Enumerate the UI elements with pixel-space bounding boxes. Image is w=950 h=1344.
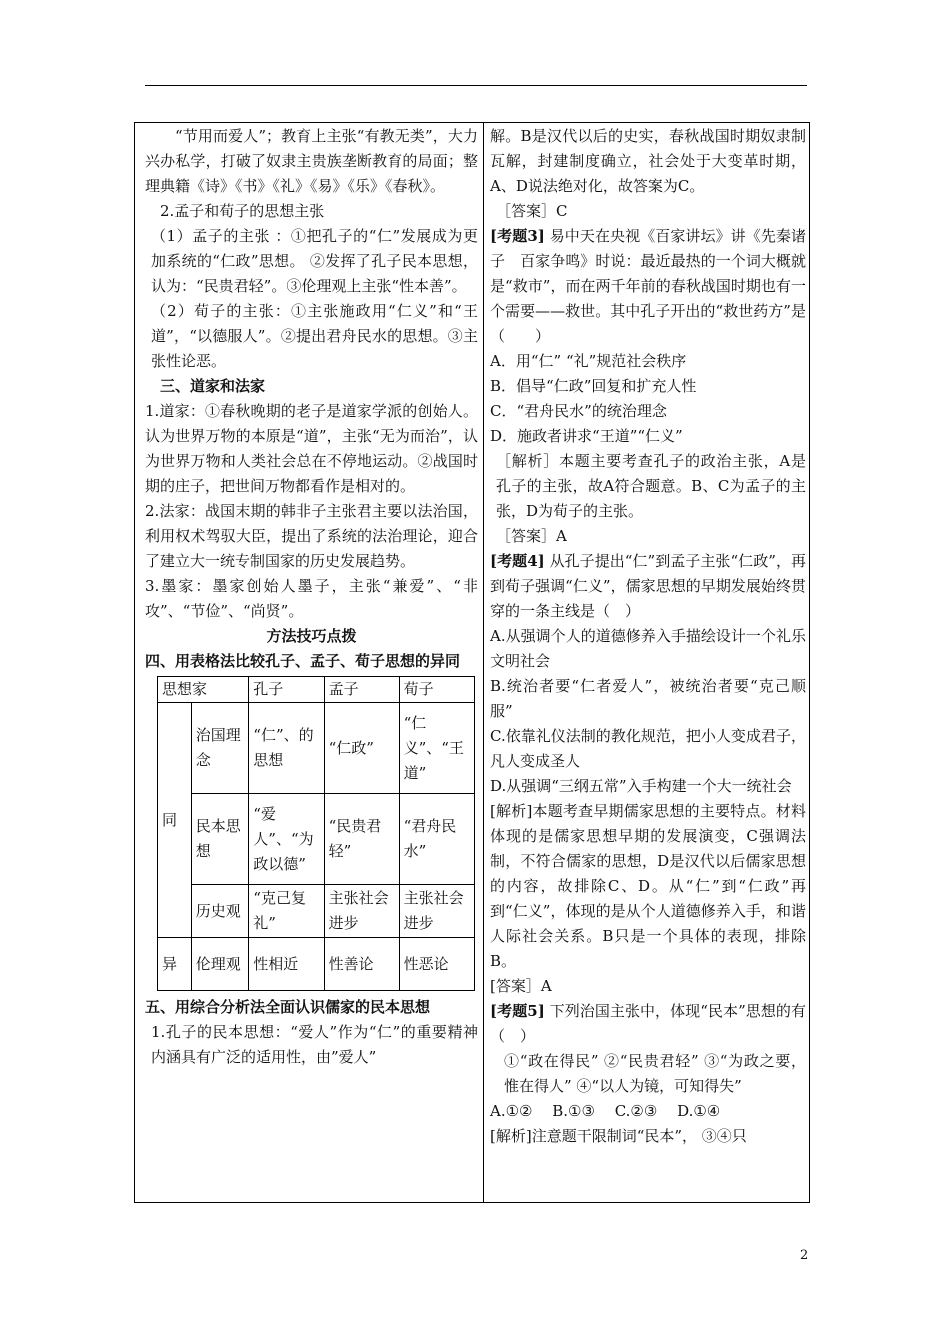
table-cell: 主张社会进步 <box>399 885 474 938</box>
table-cell: “爱人”、“为政以德” <box>249 794 324 885</box>
table-row <box>158 938 475 991</box>
comparison-table <box>157 676 475 991</box>
q3-tag: [考题3] <box>490 227 545 245</box>
column-divider <box>483 122 484 1203</box>
q3-option-a: A．用“仁” “礼”规范社会秩序 <box>490 352 687 370</box>
table-row <box>158 794 475 885</box>
q5-options: A.①② B.①③ C.②③ D.①④ <box>490 1102 721 1120</box>
table-header-cell: 荀子 <box>399 677 474 703</box>
q2-answer: ［答案］C <box>496 202 568 220</box>
q5-tag: [考题5] <box>490 1002 545 1020</box>
xunzi-paragraph: （2）荀子的主张：①主张施政用“仁义”和“王道”，“以德服人”。②提出君舟民水的思想。③主张性论恶。 <box>151 302 478 370</box>
table-header-cell: 孟子 <box>324 677 399 703</box>
section-5-heading: 五、用综合分析法全面认识儒家的民本思想 <box>145 998 431 1016</box>
table-row <box>158 885 475 938</box>
page-number: 2 <box>800 1248 809 1263</box>
q4-explanation: [解析]本题考查早期儒家思想的主要特点。材料体现的是儒家思想早期的发展演变，C强调法制，不符合儒家的思想，D是汉代以后儒家思想的内容，故排除C、D。从“仁”到“仁政”再到“仁义”，体现的是从个人道德修养入手，和谐人际社会关系。B只是一个具体的表现，排除B。 <box>490 802 806 970</box>
mojia-paragraph: 3.墨家：墨家创始人墨子，主张“兼爱”、“非攻”、“节俭”、“尚贤”。 <box>145 577 478 620</box>
q4-answer: [答案］A <box>490 977 552 995</box>
left-column <box>145 124 478 1070</box>
method-heading: 方法技巧点拨 <box>266 627 357 645</box>
fajia-paragraph: 2.法家：战国末期的韩非子主张君主要以法治国，利用权术驾驭大臣，提出了系统的法治理论，迎合了建立大一统专制国家的历史发展趋势。 <box>145 502 478 570</box>
q4-tag: [考题4] <box>490 552 545 570</box>
q5-items: ①“政在得民” ②“民贵君轻” ③“为政之要，惟在得人” ④“以人为镜，可知得失” <box>504 1052 806 1095</box>
q3-option-c: C．“君舟民水”的统治理念 <box>490 402 667 420</box>
table-cell: “民贵君轻” <box>324 794 399 885</box>
q3-option-d: D．施政者讲求“王道”“仁义” <box>490 427 683 445</box>
table-cell: 主张社会进步 <box>324 885 399 938</box>
table-cell: 性恶论 <box>399 938 474 991</box>
table-cell: “君舟民水” <box>399 794 474 885</box>
table-cell: “仁政” <box>324 703 399 794</box>
kongzi-paragraph: “节用而爱人”；教育上主张“有教无类”，大力兴办私学，打破了奴隶主贵族垄断教育的局面；整理典籍《诗》《书》《礼》《易》《乐》《春秋》。 <box>145 127 478 195</box>
table-cell: 性相近 <box>249 938 324 991</box>
table-row <box>158 703 475 794</box>
q5-text: 下列治国主张中，体现“民本”思想的有（ ） <box>490 1002 806 1045</box>
row-label-cell: 伦理观 <box>191 938 249 991</box>
row-label-cell: 治国理念 <box>191 703 249 794</box>
q4-option-a: A.从强调个人的道德修养入手描绘设计一个礼乐文明社会 <box>490 627 806 670</box>
table-header-row <box>158 677 475 703</box>
row-label-cell: 历史观 <box>191 885 249 938</box>
right-column <box>490 124 806 1149</box>
q3-stem <box>490 224 806 349</box>
table-cell: “仁义”、“王道” <box>399 703 474 794</box>
section-4-heading: 四、用表格法比较孔子、孟子、荀子思想的异同 <box>145 652 461 670</box>
q5-stem <box>490 999 806 1049</box>
q3-answer: ［答案］A <box>496 527 567 545</box>
q5-explanation: [解析]注意题干限制词“民本”， ③④只 <box>490 1127 747 1145</box>
section-3-heading: 三、道家和法家 <box>160 377 266 395</box>
group-diff-cell: 异 <box>158 938 192 991</box>
row-label-cell: 民本思想 <box>191 794 249 885</box>
group-same-cell: 同 <box>158 703 192 938</box>
mengzi-paragraph: （1）孟子的主张 ：①把孔子的“仁”发展成为更加系统的“仁政”思想。 ②发挥了孔子民本思想，认为：“民贵君轻”。③伦理观上主张“性本善”。 <box>151 227 478 295</box>
q2-explanation-cont: 解。B是汉代以后的史实，春秋战国时期奴隶制瓦解，封建制度确立，社会处于大变革时期，A、D说法绝对化，故答案为C。 <box>490 127 806 195</box>
table-header-cell: 思想家 <box>158 677 249 703</box>
q3-explanation: ［解析］本题主要考查孔子的政治主张，A是孔子的主张，故A符合题意。B、C为孟子的主张，D为荀子的主张。 <box>496 452 806 520</box>
q4-text: 从孔子提出“仁”到孟子主张“仁政”，再到荀子强调“仁义”，儒家思想的早期发展始终贯穿的一条主线是（ ） <box>490 552 806 620</box>
q3-text: 易中天在央视《百家讲坛》讲《先秦诸子 百家争鸣》时说：最近最热的一个词大概就是“救市”，而在两千年前的春秋战国时期也有一个需要——救世。其中孔子开出的“救世药方”是（ ） <box>490 227 806 345</box>
table-header-cell: 孔子 <box>249 677 324 703</box>
q3-option-b: B．倡导“仁政”回复和扩充人性 <box>490 377 697 395</box>
q4-option-b: B.统治者要“仁者爱人”，被统治者要“克己顺服” <box>490 677 806 720</box>
header-rule <box>145 85 807 86</box>
minben-paragraph: 1.孔子的民本思想：“爱人”作为“仁”的重要精神内涵具有广泛的适用性，由”爱人” <box>151 1023 478 1066</box>
daojia-paragraph: 1.道家：①春秋晚期的老子是道家学派的创始人。认为世界万物的本原是“道”，主张“无为而治”，认为世界万物和人类社会总在不停地运动。②战国时期的庄子，把世间万物都看作是相对的。 <box>145 402 478 495</box>
table-cell: “克己复礼” <box>249 885 324 938</box>
table-cell: “仁”、的思想 <box>249 703 324 794</box>
q4-stem <box>490 549 806 624</box>
table-cell: 性善论 <box>324 938 399 991</box>
section-2-heading: 2.孟子和荀子的思想主张 <box>160 202 325 220</box>
q4-option-c: C.依靠礼仪法制的教化规范，把小人变成君子，凡人变成圣人 <box>490 727 806 770</box>
q4-option-d: D.从强调“三纲五常”入手构建一个大一统社会 <box>490 777 792 795</box>
